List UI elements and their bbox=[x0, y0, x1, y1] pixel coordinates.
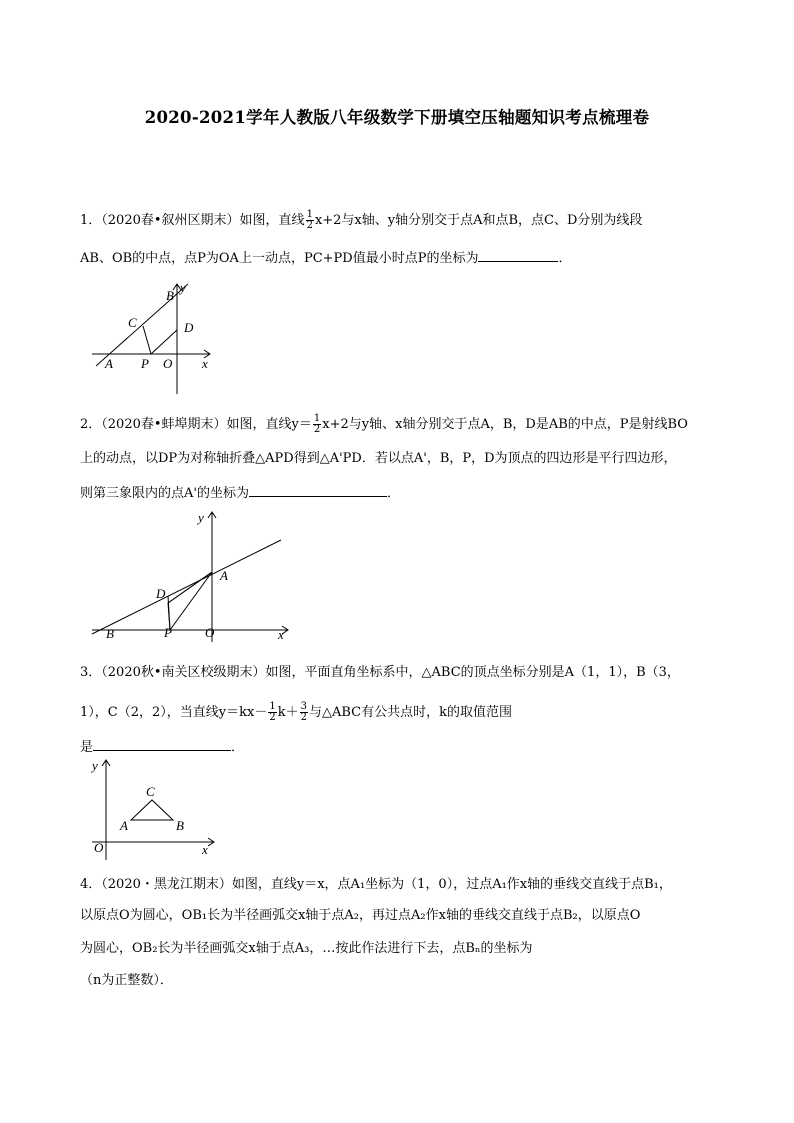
label-B: B bbox=[166, 288, 174, 303]
question-source: （2020秋•南关区校级期末） bbox=[101, 665, 266, 680]
label-O: O bbox=[163, 356, 173, 371]
label-x: x bbox=[202, 842, 208, 857]
label-y: y bbox=[92, 758, 98, 773]
label-x: x bbox=[278, 627, 284, 642]
question-number: 3． bbox=[80, 665, 102, 680]
figure-2 bbox=[88, 506, 298, 646]
label-C: C bbox=[146, 784, 155, 799]
question-source: （2020・黑龙江期末） bbox=[101, 877, 232, 892]
question-number: 2． bbox=[80, 417, 102, 432]
label-A: A bbox=[105, 356, 113, 371]
label-C: C bbox=[128, 315, 137, 330]
label-x: x bbox=[202, 356, 208, 371]
fraction: $\frac{1}{2}$ bbox=[306, 209, 313, 231]
label-P: P bbox=[141, 356, 149, 371]
answer-blank[interactable] bbox=[249, 483, 387, 497]
question-number: 1． bbox=[80, 213, 102, 228]
label-B: B bbox=[106, 626, 114, 641]
label-O: O bbox=[94, 840, 104, 855]
question-number: 4． bbox=[80, 877, 102, 892]
label-A: A bbox=[120, 818, 128, 833]
label-y: y bbox=[198, 510, 204, 525]
label-A: A bbox=[220, 568, 228, 583]
question-source: （2020春•叙州区期末） bbox=[101, 213, 240, 228]
fraction: $\frac{3}{2}$ bbox=[300, 701, 307, 723]
label-y: y bbox=[180, 280, 186, 295]
fraction: $\frac{1}{2}$ bbox=[313, 413, 321, 435]
question-source: （2020春•蚌埠期末） bbox=[101, 417, 227, 432]
answer-blank[interactable] bbox=[478, 248, 558, 262]
label-O: O bbox=[205, 625, 215, 640]
figure-1 bbox=[88, 278, 218, 396]
label-D: D bbox=[184, 320, 194, 335]
page-title: 2020-2021学年人教版八年级数学下册填空压轴题知识考点梳理卷 bbox=[144, 108, 650, 127]
fraction: $\frac{1}{2}$ bbox=[269, 701, 276, 723]
figure-3 bbox=[88, 756, 218, 866]
label-B: B bbox=[176, 818, 184, 833]
label-P: P bbox=[164, 625, 172, 640]
label-D: D bbox=[156, 586, 166, 601]
answer-blank[interactable] bbox=[93, 737, 231, 751]
